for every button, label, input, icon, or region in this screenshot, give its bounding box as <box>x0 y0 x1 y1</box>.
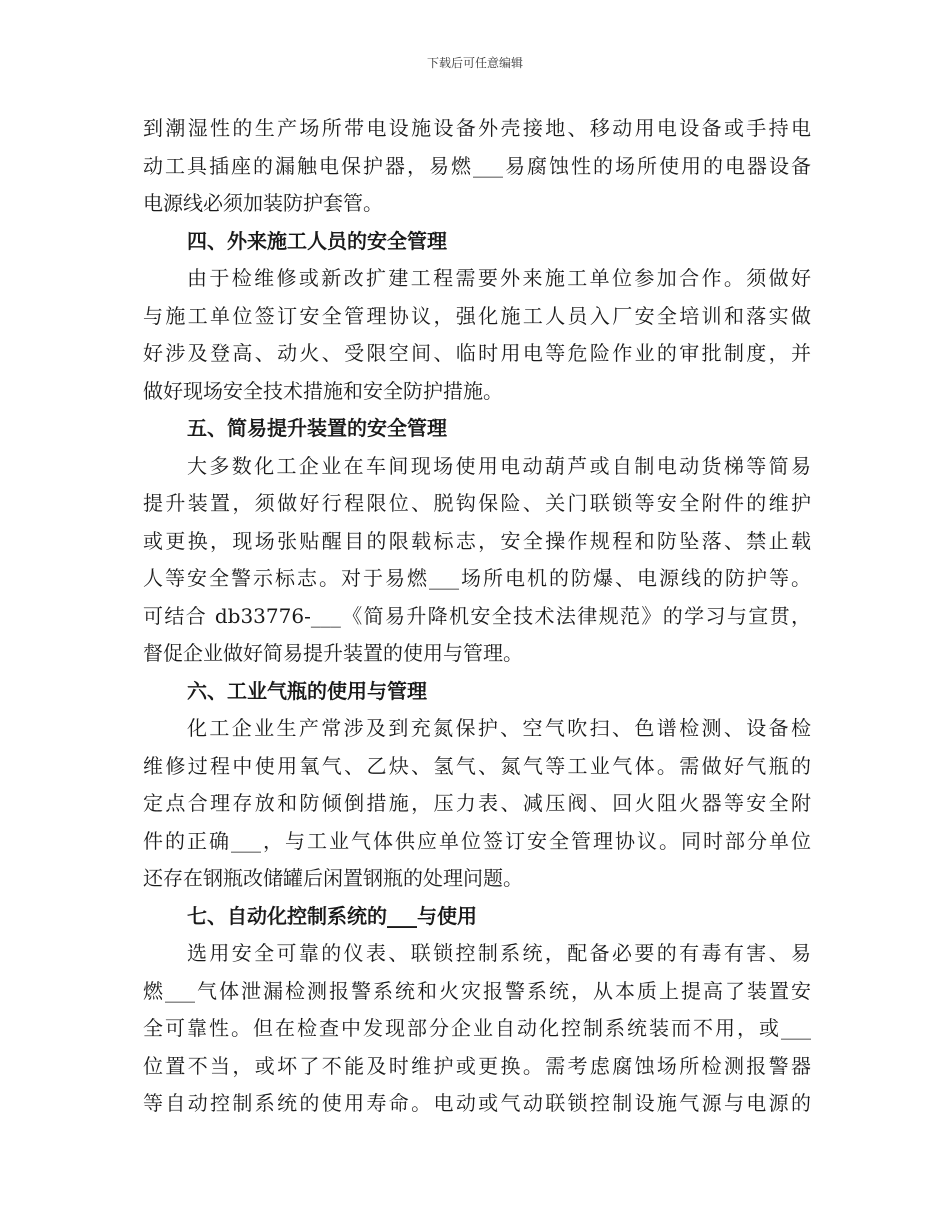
section-heading: 四、外来施工人员的安全管理 <box>187 228 447 253</box>
paragraph-line: 选用安全可靠的仪表、联锁控制系统，配备必要的有毒有害、易 <box>187 941 811 965</box>
paragraph-line: 化工企业生产常涉及到充氮保护、空气吹扫、色谱检测、设备检 <box>187 716 811 740</box>
paragraph-line: 做好现场安全技术措施和安全防护措施。 <box>143 378 503 403</box>
section-heading: 七、自动化控制系统的___与使用 <box>187 903 477 928</box>
paragraph-line: 督促企业做好简易提升装置的使用与管理。 <box>143 641 523 665</box>
paragraph-line: 位置不当，或坏了不能及时维护或更换。需考虑腐蚀场所检测报警器 <box>143 1053 811 1078</box>
paragraph-line: 还存在钢瓶改储罐后闲置钢瓶的处理问题。 <box>143 866 523 890</box>
paragraph-line: 等自动控制系统的使用寿命。电动或气动联锁控制设施气源与电源的 <box>143 1091 811 1115</box>
paragraph-line: 动工具插座的漏触电保护器，易燃___易腐蚀性的场所使用的电器设备 <box>143 153 811 178</box>
paragraph-line: 定点合理存放和防倾倒措施，压力表、减压阀、回火阻火器等安全附 <box>143 791 811 815</box>
section-heading: 五、简易提升装置的安全管理 <box>187 416 447 440</box>
section-heading: 六、工业气瓶的使用与管理 <box>187 678 427 703</box>
document-body <box>143 110 811 1123</box>
paragraph-line: 电源线必须加装防护套管。 <box>143 191 383 215</box>
paragraph-line: 或更换，现场张贴醒目的限载标志，安全操作规程和防坠落、禁止载 <box>143 528 811 553</box>
paragraph-line: 人等安全警示标志。对于易燃___场所电机的防爆、电源线的防护等。 <box>143 566 811 590</box>
paragraph-line: 维修过程中使用氧气、乙炔、氢气、氮气等工业气体。需做好气瓶的 <box>143 753 811 778</box>
paragraph-line: 好涉及登高、动火、受限空间、临时用电等危险作业的审批制度，并 <box>143 341 811 365</box>
paragraph-line: 件的正确___，与工业气体供应单位签订安全管理协议。同时部分单位 <box>143 828 811 853</box>
paragraph-line: 到潮湿性的生产场所带电设施设备外壳接地、移动用电设备或手持电 <box>143 116 811 140</box>
paragraph-line: 与施工单位签订安全管理协议，强化施工人员入厂安全培训和落实做 <box>143 303 811 328</box>
paragraph-line: 大多数化工企业在车间现场使用电动葫芦或自制电动货梯等简易 <box>187 453 811 478</box>
paragraph-line: 提升装置，须做好行程限位、脱钩保险、关门联锁等安全附件的维护 <box>143 491 811 515</box>
paragraph-line: 燃___气体泄漏检测报警系统和火灾报警系统，从本质上提高了装置安 <box>143 978 811 1003</box>
paragraph-line: 可结合 db33776-___《简易升降机安全技术法律规范》的学习与宣贯， <box>143 603 811 628</box>
paragraph-line: 由于检维修或新改扩建工程需要外来施工单位参加合作。须做好 <box>187 266 811 290</box>
paragraph-line: 全可靠性。但在检查中发现部分企业自动化控制系统装而不用，或___ <box>143 1016 811 1040</box>
page-header: 下载后可任意编辑 <box>426 56 523 70</box>
